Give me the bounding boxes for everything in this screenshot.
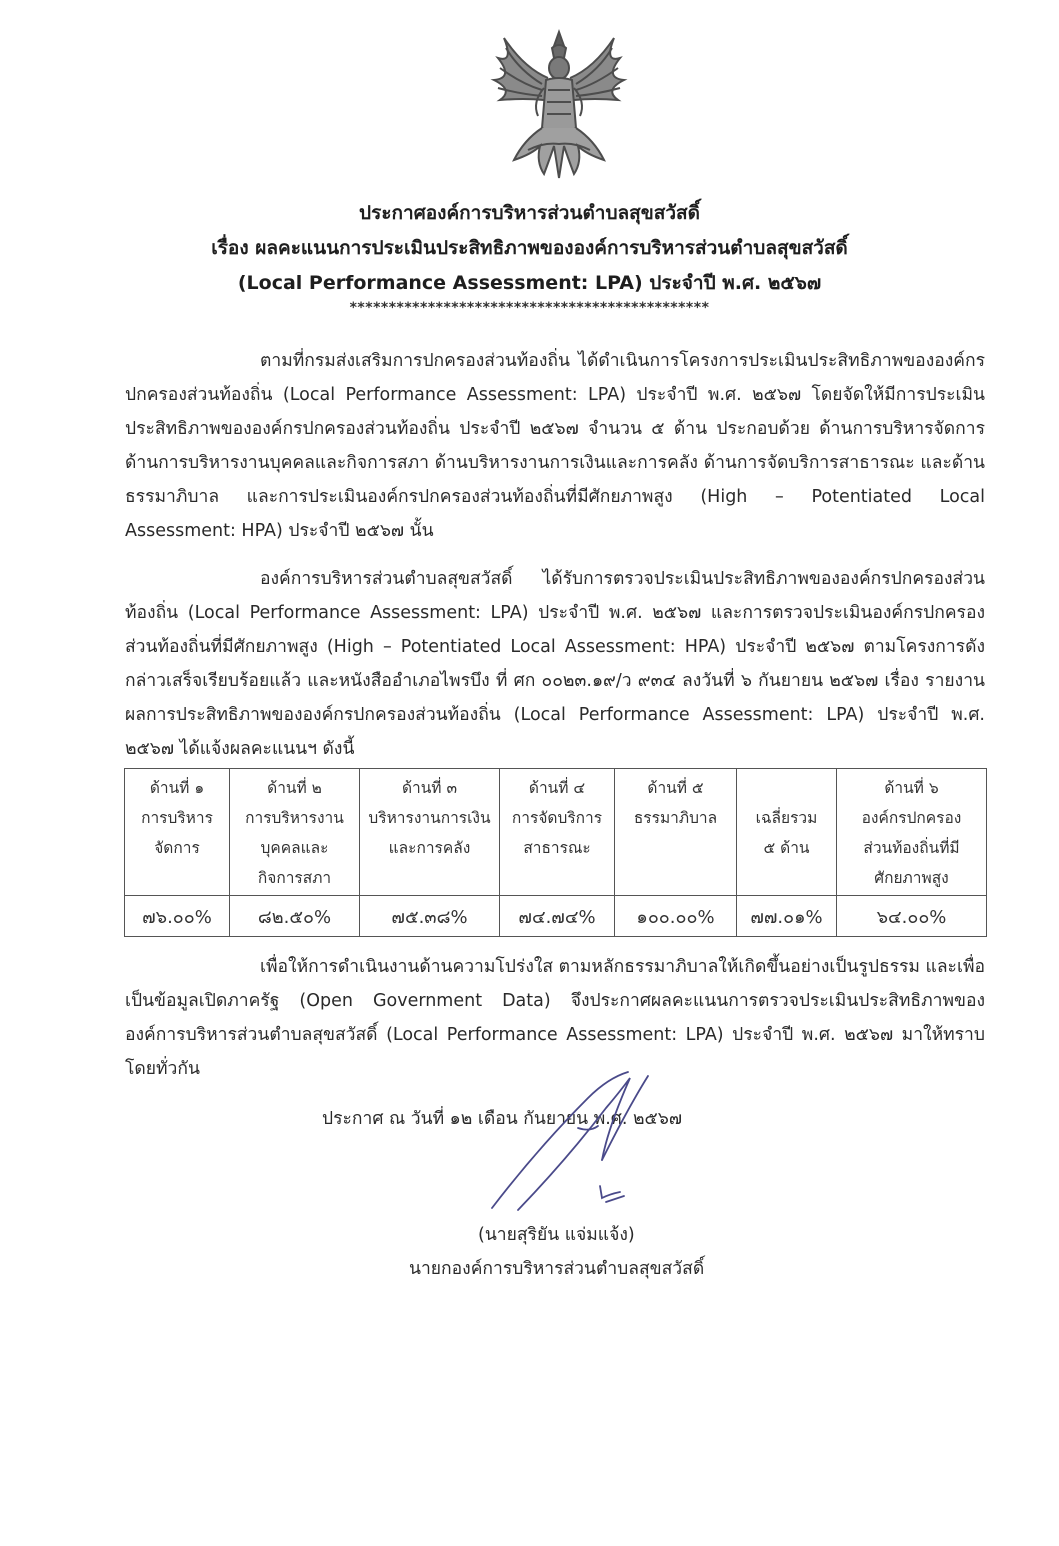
header-cell-3: ด้านที่ ๓ บริหารงานการเงิน และการคลัง bbox=[360, 769, 500, 896]
header-cell-4: ด้านที่ ๔ การจัดบริการ สาธารณะ bbox=[500, 769, 615, 896]
garuda-emblem-icon bbox=[484, 28, 634, 186]
separator-stars: ********************************************** bbox=[349, 300, 710, 316]
header-cell-5: ด้านที่ ๕ ธรรมาภิบาล bbox=[615, 769, 737, 896]
signer-position: นายกองค์การบริหารส่วนตำบลสุขสวัสดิ์ bbox=[409, 1259, 705, 1279]
header-cell-7: ด้านที่ ๖ องค์กรปกครอง ส่วนท้องถิ่นที่มี ศักยภาพสูง bbox=[837, 769, 987, 896]
announcement-date: ประกาศ ณ วันที่ ๑๒ เดือน กันยายน พ.ศ. ๒๕๖๗ bbox=[322, 1109, 683, 1129]
paragraph-3: เพื่อให้การดำเนินงานด้านความโปร่งใส ตามหลักธรรมาภิบาลให้เกิดขึ้นอย่างเป็นรูปธรรม และเพื่อเป็นข้อมูลเปิดภาครัฐ (Open Government Data) จึงประกาศผลคะแนนการตรวจประเมินประสิทธิภาพขององค์การบริหารส่วนตำบลสุขสวัสดิ์ (Local Performance Assessment: LPA) ประจำปี พ.ศ. ๒๕๖๗ มาให้ทราบโดยทั่วกัน bbox=[125, 957, 985, 1079]
header-cell-2: ด้านที่ ๒ การบริหารงาน บุคคลและ กิจการสภา bbox=[230, 769, 360, 896]
score-cell-1: ๗๖.๐๐% bbox=[125, 896, 230, 937]
score-cell-3: ๗๕.๓๘% bbox=[360, 896, 500, 937]
score-cell-2: ๘๒.๕๐% bbox=[230, 896, 360, 937]
announcement-subject: เรื่อง ผลคะแนนการประเมินประสิทธิภาพขององค์การบริหารส่วนตำบลสุขสวัสดิ์ bbox=[211, 237, 848, 259]
score-cell-4: ๗๔.๗๔% bbox=[500, 896, 615, 937]
header-cell-1: ด้านที่ ๑ การบริหาร จัดการ bbox=[125, 769, 230, 896]
table-row bbox=[125, 896, 987, 937]
announcement-subject-line2: (Local Performance Assessment: LPA) ประจำปี พ.ศ. ๒๕๖๗ bbox=[237, 272, 822, 294]
signer-name: (นายสุริยัน แจ่มแจ้ง) bbox=[478, 1225, 635, 1245]
score-cell-6: ๗๗.๐๑% bbox=[737, 896, 837, 937]
paragraph-1: ตามที่กรมส่งเสริมการปกครองส่วนท้องถิ่น ได้ดำเนินการโครงการประเมินประสิทธิภาพขององค์กรปกครองส่วนท้องถิ่น (Local Performance Assessment: LPA) ประจำปี พ.ศ. ๒๕๖๗ โดยจัดให้มีการประเมินประสิทธิภาพขององค์กรปกครองส่วนท้องถิ่น ประจำปี ๒๕๖๗ จำนวน ๕ ด้าน ประกอบด้วย ด้านการบริหารจัดการ ด้านการบริหารงานบุคคลและกิจการสภา ด้านบริหารงานการเงินและการคลัง ด้านการจัดบริการสาธารณะ และด้านธรรมาภิบาล และการประเมินองค์กรปกครองส่วนท้องถิ่นที่มีศักยภาพสูง (High – Potentiated Local Assessment: HPA) ประจำปี ๒๕๖๗ นั้น bbox=[125, 351, 985, 541]
scores-table bbox=[124, 768, 987, 937]
paragraph-2: องค์การบริหารส่วนตำบลสุขสวัสดิ์ ได้รับการตรวจประเมินประสิทธิภาพขององค์กรปกครองส่วนท้องถิ่น (Local Performance Assessment: LPA) ประจำปี พ.ศ. ๒๕๖๗ และการตรวจประเมินองค์กรปกครองส่วนท้องถิ่นที่มีศักยภาพสูง (High – Potentiated Local Assessment: HPA) ประจำปี ๒๕๖๗ ตามโครงการดังกล่าวเสร็จเรียบร้อยแล้ว และหนังสืออำเภอไพรบึง ที่ ศก ๐๐๒๓.๑๙/ว ๙๓๔ ลงวันที่ ๖ กันยายน ๒๕๖๗ เรื่อง รายงานผลการประสิทธิภาพขององค์กรปกครองส่วนท้องถิ่น (Local Performance Assessment: LPA) ประจำปี พ.ศ. ๒๕๖๗ ได้แจ้งผลคะแนนฯ ดังนี้ bbox=[125, 569, 985, 759]
handwritten-signature bbox=[478, 1068, 738, 1218]
header-cell-6: เฉลี่ยรวม ๕ ด้าน bbox=[737, 769, 837, 896]
announcement-title: ประกาศองค์การบริหารส่วนตำบลสุขสวัสดิ์ bbox=[359, 202, 700, 224]
score-cell-7: ๖๔.๐๐% bbox=[837, 896, 987, 937]
score-cell-5: ๑๐๐.๐๐% bbox=[615, 896, 737, 937]
table-header-row bbox=[125, 769, 987, 896]
